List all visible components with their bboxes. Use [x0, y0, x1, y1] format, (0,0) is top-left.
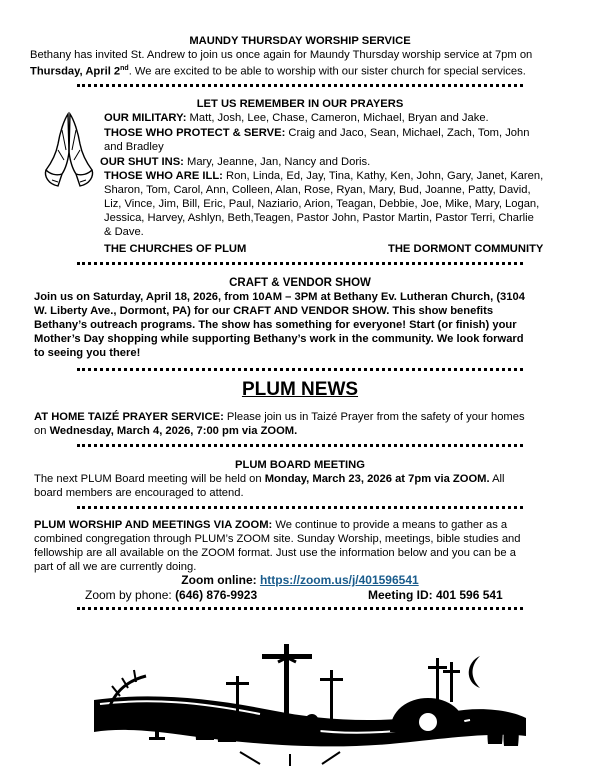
- ill-line-3: Liz, Vince, Jim, Bill, Eric, Paul, Naziario, Arion, Teagan, Debbie, Joe, Mike, Mary, Logan,: [104, 198, 540, 210]
- board-date: Monday, March 23, 2026 at 7pm via ZOOM.: [264, 473, 490, 485]
- ill-names-1: Ron, Linda, Ed, Jay, Tina, Kathy, Ken, John, Gary, Janet, Karen,: [222, 170, 544, 182]
- military-names: Matt, Josh, Lee, Chase, Cameron, Michael, Bryan and Jake.: [186, 112, 489, 124]
- military-label: OUR MILITARY:: [104, 112, 187, 124]
- praying-hands-icon: [38, 110, 100, 190]
- board-line-1: [34, 472, 579, 486]
- maundy-date-suffix: nd: [120, 65, 129, 72]
- divider: [77, 262, 523, 265]
- divider: [77, 607, 523, 610]
- taize-label: AT HOME TAIZÉ PRAYER SERVICE:: [34, 411, 224, 423]
- protect-names: Craig and Jaco, Sean, Michael, Zach, Tom, John: [285, 127, 530, 139]
- zoom-line-4: part of all we are currently doing.: [34, 561, 197, 573]
- maundy-line-2-rest: . We are excited to be able to worship with our sister church for special services.: [128, 65, 526, 78]
- ill-line-4: Jessica, Harvey, Ashlyn, Beth,Teagen, Pastor John, Pastor Martin, Pastor Terri, Charlie: [104, 212, 534, 224]
- maundy-line-2: [30, 62, 575, 79]
- ill-line-2: Sharon, Tom, Carol, Ann, Colleen, Alan, Rose, Ryan, Mary, Bud, Joanne, Patty, David,: [104, 184, 531, 196]
- zoom-online-label: Zoom online:: [181, 573, 260, 587]
- divider: [77, 368, 523, 371]
- prayers-title: LET US REMEMBER IN OUR PRAYERS: [196, 98, 404, 110]
- shutins-label: OUR SHUT INS:: [100, 156, 184, 168]
- craft-line-3: Bethany’s outreach programs. The show has something for everyone! Start (or finish) your: [34, 319, 517, 331]
- protect-line-2: and Bradley: [104, 141, 164, 153]
- craft-line-5: to seeing you there!: [34, 347, 141, 359]
- craft-line-1: Join us on Saturday, April 18, 2026, from 10AM – 3PM at Bethany Ev. Lutheran Church, (3104: [34, 291, 525, 303]
- zoom-text: We continue to provide a means to gather as a: [272, 519, 508, 531]
- craft-title: CRAFT & VENDOR SHOW: [229, 277, 371, 289]
- churches-right: THE DORMONT COMMUNITY: [388, 243, 544, 255]
- zoom-phone: (646) 876-9923: [175, 588, 258, 602]
- zoom-label: PLUM WORSHIP AND MEETINGS VIA ZOOM:: [34, 519, 273, 531]
- plum-news-title: PLUM NEWS: [241, 379, 359, 400]
- protect-label: THOSE WHO PROTECT & SERVE:: [104, 127, 286, 139]
- ill-line-5: & Dave.: [104, 226, 144, 238]
- ill-line-1: [104, 169, 574, 183]
- meeting-id-line: [368, 588, 503, 603]
- shutins-line: [100, 155, 570, 169]
- zoom-line-2: combined congregation through PLUM’s ZOOM site. Sunday Worship, meetings, bible studies and: [34, 533, 521, 545]
- easter-scene-illustration: [90, 640, 530, 768]
- craft-line-4: Mother’s Day shopping while supporting Bethany’s work in the community. We look forward: [34, 333, 524, 345]
- zoom-online-line: [30, 573, 570, 588]
- protect-line: [104, 126, 574, 140]
- board-line-2: board members are encouraged to attend.: [34, 487, 244, 499]
- taize-line-2: [34, 424, 579, 438]
- divider: [77, 444, 523, 447]
- taize-on: on: [34, 425, 50, 437]
- board-title: PLUM BOARD MEETING: [235, 459, 365, 471]
- shutins-names: Mary, Jeanne, Jan, Nancy and Doris.: [183, 156, 371, 168]
- craft-line-2: W. Liberty Ave., Dormont, PA) for our CRAFT AND VENDOR SHOW. This show benefits: [34, 305, 494, 317]
- divider: [77, 506, 523, 509]
- maundy-line-1: Bethany has invited St. Andrew to join us once again for Maundy Thursday worship service at 7pm on: [30, 49, 533, 61]
- maundy-title: MAUNDY THURSDAY WORSHIP SERVICE: [189, 35, 411, 47]
- zoom-phone-line: [85, 588, 257, 603]
- meeting-id-label: Meeting ID:: [368, 588, 436, 602]
- zoom-line-1: [34, 518, 579, 532]
- taize-date: Wednesday, March 4, 2026, 7:00 pm via ZOOM.: [49, 425, 298, 437]
- taize-line-1: [34, 410, 579, 424]
- zoom-line-3: fellowship are all available on the ZOOM format. Just use the information below and you can be a: [34, 547, 516, 559]
- ill-label: THOSE WHO ARE ILL:: [104, 170, 223, 182]
- board-text-pre: The next PLUM Board meeting will be held on: [34, 473, 265, 485]
- maundy-date: Thursday, April 2: [30, 65, 121, 78]
- taize-text: Please join us in Taizé Prayer from the safety of your homes: [223, 411, 525, 423]
- meeting-id: 401 596 541: [436, 588, 503, 602]
- zoom-online-link[interactable]: https://zoom.us/j/401596541: [259, 573, 419, 587]
- churches-left: THE CHURCHES OF PLUM: [104, 243, 247, 255]
- zoom-phone-label: Zoom by phone:: [85, 588, 176, 602]
- military-line: [104, 111, 574, 125]
- board-text-post: All: [489, 473, 505, 485]
- divider: [77, 84, 523, 87]
